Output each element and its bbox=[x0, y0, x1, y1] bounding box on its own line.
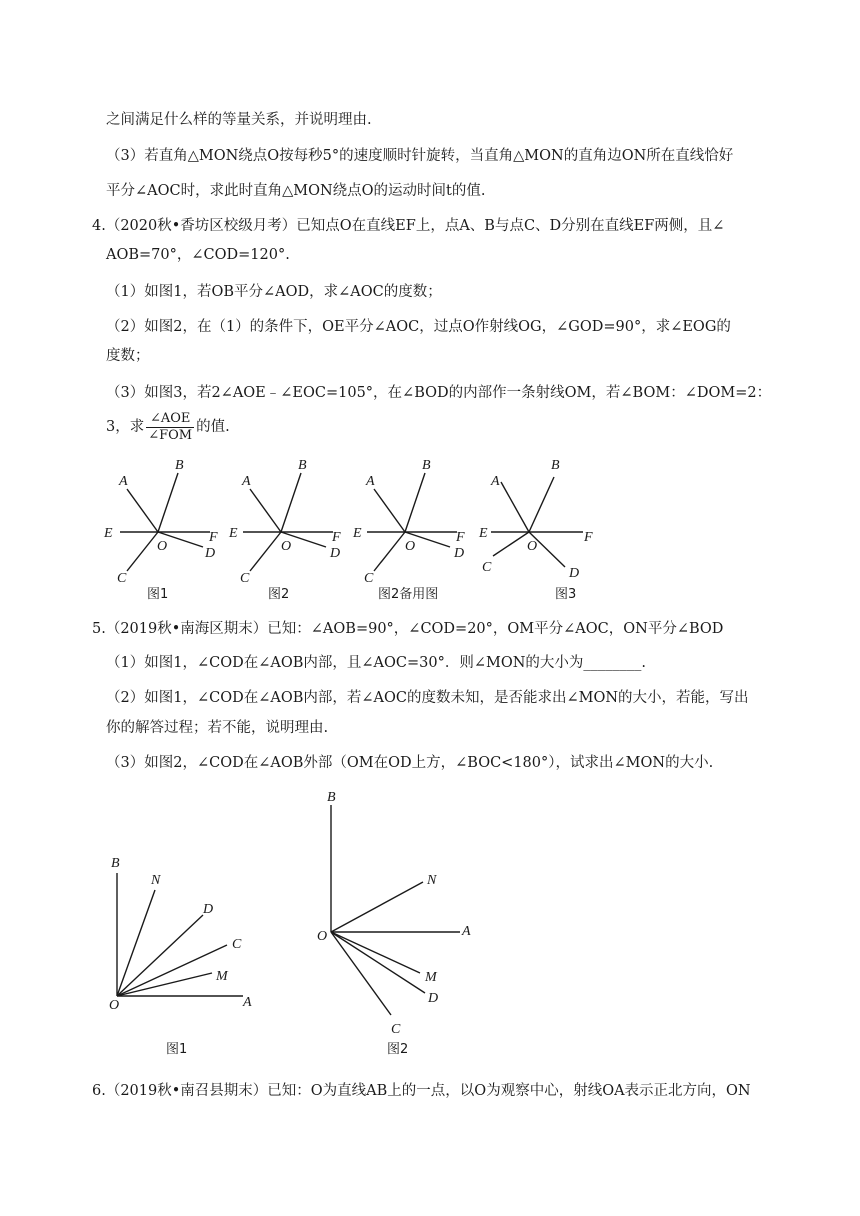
question-5-header: 5.（2019秋•南海区期末）已知：∠AOB=90°，∠COD=20°，OM平分∠AOC，ON平分∠BOD bbox=[92, 621, 724, 637]
label-c: C bbox=[232, 937, 242, 952]
label-m: M bbox=[216, 969, 228, 984]
label-c: C bbox=[391, 1022, 401, 1037]
label-o: O bbox=[157, 539, 168, 554]
text-line: AOB=70°，∠COD=120°. bbox=[106, 247, 290, 263]
ray-oc bbox=[374, 532, 405, 571]
label-a: A bbox=[242, 474, 251, 489]
label-c: C bbox=[482, 560, 492, 575]
text-line: （3）如图2，∠COD在∠AOB外部（OM在OD上方，∠BOC<180°），试求出∠MON的大小. bbox=[106, 755, 714, 771]
ray-oc bbox=[493, 532, 529, 556]
q5-figures bbox=[100, 785, 490, 1070]
ray-oa bbox=[250, 489, 281, 532]
fraction-numerator: ∠AOE bbox=[146, 411, 194, 428]
text-line: （2）如图2，在（1）的条件下，OE平分∠AOC，过点O作射线OG，∠GOD=90°，求∠EOG的 bbox=[106, 319, 731, 335]
label-e: E bbox=[229, 526, 238, 541]
label-a: A bbox=[243, 995, 252, 1010]
text-line: 平分∠AOC时，求此时直角△MON绕点O的运动时间t的值. bbox=[106, 183, 486, 199]
caption-fig1: 图1 bbox=[166, 1042, 188, 1057]
label-c: C bbox=[364, 571, 374, 586]
fraction-suffix: 的值. bbox=[196, 419, 230, 435]
fraction-denominator: ∠FOM bbox=[148, 427, 193, 443]
label-o: O bbox=[109, 998, 120, 1013]
ray-om bbox=[117, 973, 212, 996]
label-e: E bbox=[479, 526, 488, 541]
label-b: B bbox=[111, 856, 120, 871]
label-b: B bbox=[551, 458, 560, 473]
label-d: D bbox=[454, 546, 465, 561]
ray-on bbox=[117, 890, 155, 996]
ray-oa bbox=[127, 489, 158, 532]
label-d: D bbox=[428, 991, 439, 1006]
ray-oa bbox=[501, 482, 529, 532]
caption-fig3: 图3 bbox=[555, 587, 577, 602]
text-line: （1）如图1，若OB平分∠AOD，求∠AOC的度数； bbox=[106, 284, 442, 300]
text-line: （3）如图3，若2∠AOE﹣∠EOC=105°，在∠BOD的内部作一条射线OM，若∠BOM：∠DOM=2： bbox=[106, 385, 772, 401]
caption-fig1: 图1 bbox=[147, 587, 169, 602]
label-d: D bbox=[203, 902, 214, 917]
ray-om bbox=[331, 932, 420, 973]
label-o: O bbox=[317, 929, 328, 944]
label-b: B bbox=[327, 790, 336, 805]
label-b: B bbox=[422, 458, 431, 473]
question-6-header: 6.（2019秋•南召县期末）已知：O为直线AB上的一点，以O为观察中心，射线OA表示正北方向，ON bbox=[92, 1083, 751, 1099]
label-f: F bbox=[209, 530, 218, 545]
ray-oc bbox=[127, 532, 158, 571]
label-f: F bbox=[332, 530, 341, 545]
ray-ob bbox=[405, 473, 425, 532]
caption-fig2-backup: 图2备用图 bbox=[378, 587, 439, 602]
label-a: A bbox=[462, 924, 471, 939]
label-f: F bbox=[584, 530, 593, 545]
label-b: B bbox=[175, 458, 184, 473]
label-e: E bbox=[104, 526, 113, 541]
text-line: （2）如图1，∠COD在∠AOB内部，若∠AOC的度数未知，是否能求出∠MON的大小，若能，写出 bbox=[106, 690, 749, 706]
label-o: O bbox=[527, 539, 538, 554]
ray-oc bbox=[117, 945, 227, 996]
ray-od bbox=[117, 915, 203, 996]
label-c: C bbox=[240, 571, 250, 586]
label-d: D bbox=[330, 546, 341, 561]
label-d: D bbox=[205, 546, 216, 561]
q4-figures bbox=[95, 455, 615, 605]
text-line: （1）如图1，∠COD在∠AOB内部，且∠AOC=30°．则∠MON的大小为________. bbox=[106, 655, 647, 671]
fraction bbox=[146, 411, 194, 444]
label-n: N bbox=[427, 873, 437, 888]
label-n: N bbox=[151, 873, 161, 888]
label-a: A bbox=[119, 474, 128, 489]
label-a: A bbox=[491, 474, 500, 489]
label-f: F bbox=[456, 530, 465, 545]
label-e: E bbox=[353, 526, 362, 541]
label-a: A bbox=[366, 474, 375, 489]
ray-oc bbox=[250, 532, 281, 571]
text-line: 度数； bbox=[106, 348, 150, 364]
label-d: D bbox=[569, 566, 580, 581]
question-4-header: 4.（2020秋•香坊区校级月考）已知点O在直线EF上，点A、B与点C、D分别在直线EF两侧，且∠ bbox=[92, 218, 725, 234]
ray-od bbox=[331, 932, 425, 993]
label-b: B bbox=[298, 458, 307, 473]
ray-ob bbox=[281, 473, 301, 532]
label-c: C bbox=[117, 571, 127, 586]
text-line: 之间满足什么样的等量关系，并说明理由. bbox=[106, 112, 372, 128]
ray-on bbox=[331, 882, 423, 932]
ray-oc bbox=[331, 932, 391, 1015]
label-m: M bbox=[425, 970, 437, 985]
ray-ob bbox=[158, 473, 178, 532]
ray-ob bbox=[529, 477, 554, 532]
caption-fig2: 图2 bbox=[387, 1042, 409, 1057]
text-line: 你的解答过程；若不能，说明理由. bbox=[106, 720, 329, 736]
label-o: O bbox=[405, 539, 416, 554]
caption-fig2: 图2 bbox=[268, 587, 290, 602]
label-o: O bbox=[281, 539, 292, 554]
fraction-prefix: 3，求 bbox=[106, 419, 145, 435]
text-line: （3）若直角△MON绕点O按每秒5°的速度顺时针旋转，当直角△MON的直角边ON所在直线恰好 bbox=[106, 148, 734, 164]
ray-oa bbox=[374, 489, 405, 532]
text-line-fraction bbox=[106, 410, 230, 444]
